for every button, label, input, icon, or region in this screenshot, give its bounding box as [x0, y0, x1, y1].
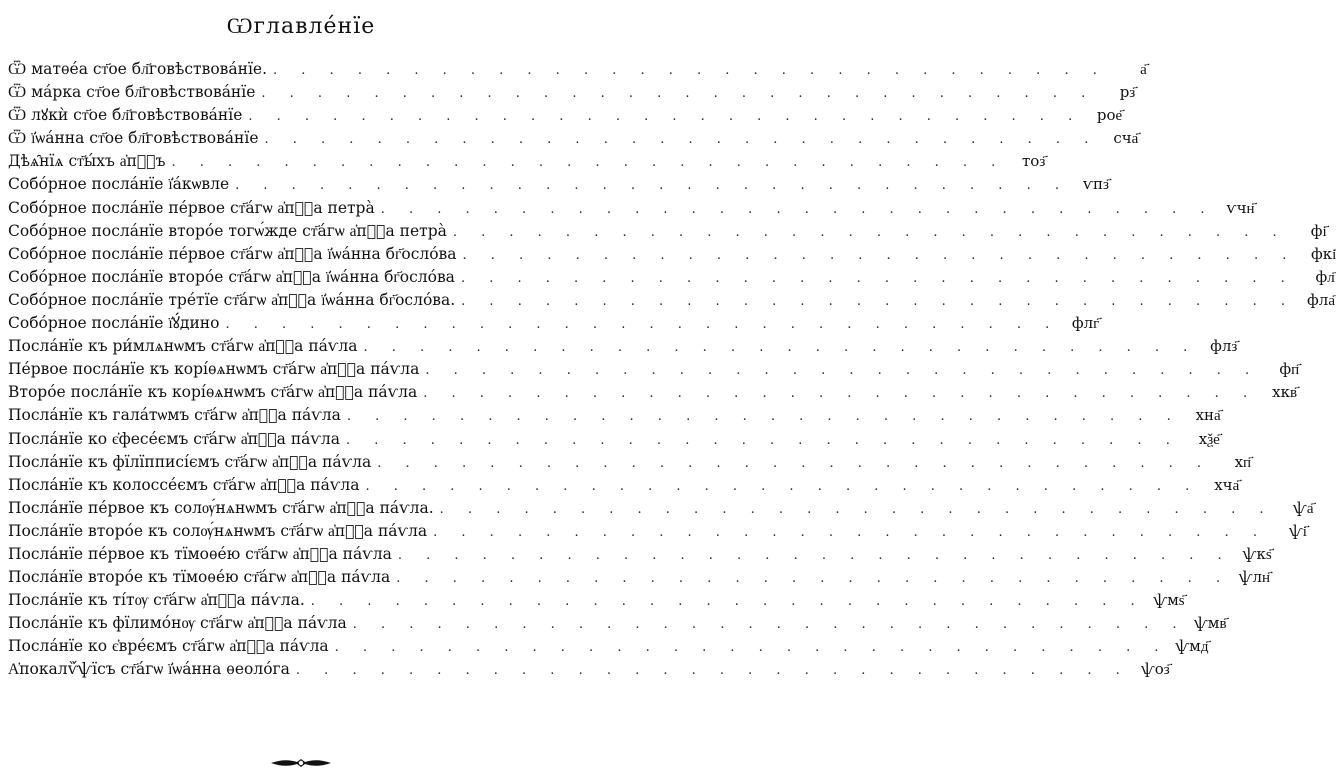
toc-entry-title: Ѿ ма́рка ст҃ое бл҃говѣствова́нїе	[8, 83, 256, 102]
toc-row	[8, 404, 1221, 427]
toc-entry-title: Ѿ лꙋкѝ ст҃ое бл҃говѣствова́нїе	[8, 106, 243, 125]
toc-entry-title: Посла́нїе второ́е къ тїмоѳе́ю ст҃а́гѡ а҆пⷧ҇а па́ѵла	[8, 568, 391, 587]
dot-leader: . . . . . . . . . . . . . . . . . . . . . . . . . . . . . .	[273, 63, 1107, 78]
toc-page-number: хна҃	[1195, 406, 1221, 425]
toc-row	[8, 428, 1220, 451]
toc-page-number: ѱоз҃	[1141, 660, 1170, 679]
toc-entry-title: Ѿ матѳе́а ст҃ое бл҃говѣствова́нїе.	[8, 60, 268, 78]
dot-leader: . . . . . . . . . . . . . . . . . . . . . . . . . . . . . .	[396, 571, 1231, 587]
toc-page-number: а҃	[1140, 60, 1147, 78]
toc-page-number: фл҃	[1315, 267, 1335, 286]
dot-leader: . . . . . . . . . . . . . . . . . . . . . . . . . . . . . .	[423, 386, 1258, 402]
dot-leader: . . . . . . . . . . . . . . . . . . . . . . . . . . . . . .	[264, 132, 1099, 148]
ornament-icon	[269, 756, 333, 770]
dot-leader: . . . . . . . . . . . . . . . . . . . . . . . . . . . . . .	[460, 270, 1295, 286]
toc-page-number: ѱкѕ҃	[1242, 544, 1272, 563]
toc-entry-title: Посла́нїе къ ті́тѹ ст҃а́гѡ а҆пⷧ҇а па́ѵла.	[8, 591, 305, 610]
dot-leader: . . . . . . . . . . . . . . . . . . . . . . . . . . . . . .	[235, 178, 1069, 194]
page-title: Ѡглавле́нїе	[226, 14, 376, 39]
toc-page-number: ѱі҃	[1289, 521, 1307, 540]
toc-page-number: рз҃	[1119, 83, 1136, 102]
toc-entry-title: Посла́нїе второ́е къ солѹ́нѧнѡмъ ст҃а́гѡ а҆пⷧ҇а па́ѵла	[8, 521, 428, 540]
dot-leader: . . . . . . . . . . . . . . . . . . . . . . . . . . . . . .	[346, 432, 1180, 448]
dot-leader: . . . . . . . . . . . . . . . . . . . . . . . . . . . . . .	[310, 594, 1145, 610]
dot-leader: . . . . . . . . . . . . . . . . . . . . . . . . . . . . . .	[171, 155, 1006, 171]
toc-page-number: фі҃	[1310, 221, 1327, 240]
toc-page-number: ѱмв҃	[1194, 614, 1227, 633]
dot-leader: . . . . . . . . . . . . . . . . . . . . . . . . . . . . . .	[425, 363, 1260, 379]
toc-entry-title: Посла́нїе пе́рвое къ солѹ́нѧнѡмъ ст҃а́гѡ а҆пⷧ҇а па́ѵла.	[8, 498, 434, 517]
dot-leader: . . . . . . . . . . . . . . . . . . . . . . . . . . . . . .	[397, 547, 1232, 563]
dot-leader: . . . . . . . . . . . . . . . . . . . . . . . . . . . . . .	[346, 409, 1181, 425]
toc-entry-title: Собо́рное посла́нїе ї҆а́кѡвле	[8, 175, 230, 194]
toc-row	[8, 474, 1240, 497]
toc-page-number: ѵпз҃	[1082, 175, 1109, 194]
toc-row	[8, 150, 1046, 173]
toc-entry-title: А҆покалѷ́ѱїсъ ст҃а́гѡ ї҆ѡа́нна ѳеоло́га	[8, 660, 290, 679]
dot-leader: . . . . . . . . . . . . . . . . . . . . . . . . . . . . . .	[439, 501, 1274, 517]
toc-row	[8, 381, 1298, 404]
toc-entry-title: Посла́нїе къ колоссе́ємъ ст҃а́гѡ а҆пⷧ҇а па́ѵла	[8, 475, 360, 494]
toc-page-number: ѱлн҃	[1238, 568, 1271, 587]
toc-row	[8, 104, 1123, 127]
table-of-contents	[8, 58, 1336, 682]
toc-page-number: хча҃	[1214, 475, 1240, 494]
toc-row	[8, 635, 1209, 658]
toc-page-number: хкв҃	[1272, 383, 1298, 402]
toc-page-number: флз҃	[1210, 337, 1238, 356]
toc-entry-title: Собо́рное посла́нїе ї҆ꙋ́дино	[8, 314, 220, 333]
dot-leader: . . . . . . . . . . . . . . . . . . . . . . . . . . . . . .	[433, 524, 1267, 540]
toc-page-number: рое҃	[1096, 106, 1123, 125]
toc-row	[8, 81, 1136, 104]
toc-entry-title: Посла́нїе пе́рвое къ тїмоѳе́ю ст҃а́гѡ а҆пⷧ҇а па́ѵла	[8, 544, 392, 563]
toc-page-number: фла҃	[1307, 290, 1335, 309]
toc-row	[8, 266, 1335, 289]
toc-entry-title: Посла́нїе ко є҆фесе́ємъ ст҃а́гѡ а҆пⷧ҇а па́ѵла	[8, 429, 341, 448]
toc-entry-title: Пе́рвое посла́нїе къ корі́ѳѧнѡмъ ст҃а́гѡ а҆пⷧ҇а па́ѵла	[8, 360, 420, 379]
toc-row	[8, 312, 1100, 335]
dot-leader: . . . . . . . . . . . . . . . . . . . . . . . . . . . . . .	[225, 317, 1060, 333]
toc-row	[8, 173, 1109, 196]
toc-row	[8, 543, 1272, 566]
toc-row	[8, 58, 1147, 81]
toc-row	[8, 197, 1255, 220]
dot-leader: . . . . . . . . . . . . . . . . . . . . . . . . . . . . . .	[365, 478, 1200, 494]
decorative-ornament	[0, 756, 602, 770]
toc-page-number: ѵчн҃	[1226, 198, 1255, 217]
dot-leader: . . . . . . . . . . . . . . . . . . . . . . . . . . . . . .	[352, 617, 1187, 633]
toc-page-number: ѱа҃	[1293, 498, 1314, 517]
toc-page-number: флг҃	[1071, 314, 1100, 333]
dot-leader: . . . . . . . . . . . . . . . . . . . . . . . . . . . . . .	[261, 86, 1096, 102]
dot-leader: . . . . . . . . . . . . . . . . . . . . . . . . . . . . . .	[452, 224, 1287, 240]
toc-entry-title: Собо́рное посла́нїе тре́тїе ст҃а́гѡ а҆пⷧ҇а ї҆ѡа́нна бг҃осло́ва.	[8, 290, 456, 309]
dot-leader: . . . . . . . . . . . . . . . . . . . . . . . . . . . . . .	[363, 340, 1198, 356]
toc-entry-title: Посла́нїе къ фїлимо́нѹ ст҃а́гѡ а҆пⷧ҇а па́ѵла	[8, 614, 347, 633]
dot-leader: . . . . . . . . . . . . . . . . . . . . . . . . . . . . . .	[462, 247, 1297, 263]
toc-row	[8, 520, 1307, 543]
dot-leader: . . . . . . . . . . . . . . . . . . . . . . . . . . . . . .	[295, 663, 1130, 679]
toc-page-number: сча҃	[1113, 129, 1139, 148]
toc-page-number: фп҃	[1279, 360, 1300, 379]
dot-leader: . . . . . . . . . . . . . . . . . . . . . . . . . . . . . .	[248, 109, 1083, 125]
toc-page-number: хѯе҃	[1198, 429, 1220, 448]
dot-leader: . . . . . . . . . . . . . . . . . . . . . . . . . . . . . .	[334, 640, 1169, 656]
toc-row	[8, 589, 1185, 612]
dot-leader: . . . . . . . . . . . . . . . . . . . . . . . . . . . . . .	[461, 293, 1295, 309]
toc-row	[8, 612, 1227, 635]
toc-page-number: ѱмд҃	[1175, 637, 1209, 656]
toc-entry-title: Ѿ ї҆ѡа́нна ст҃ое бл҃говѣствова́нїе	[8, 129, 259, 148]
toc-row	[8, 358, 1300, 381]
toc-row	[8, 335, 1238, 358]
toc-entry-title: Собо́рное посла́нїе пе́рвое ст҃а́гѡ а҆пⷧ҇а петра̀	[8, 198, 375, 217]
toc-entry-title: Собо́рное посла́нїе второ́е ст҃а́гѡ а҆пⷧ҇а ї҆ѡа́нна бг҃осло́ва	[8, 267, 455, 286]
dot-leader: . . . . . . . . . . . . . . . . . . . . . . . . . . . . . .	[380, 201, 1215, 217]
toc-row	[8, 127, 1139, 150]
toc-row	[8, 289, 1335, 312]
toc-row	[8, 220, 1327, 243]
toc-row	[8, 497, 1314, 520]
toc-page-number: ѱмѕ҃	[1153, 591, 1185, 610]
toc-entry-title: Собо́рное посла́нїе второ́е тогѡ́жде ст҃а́гѡ а҆пⷧ҇а петра̀	[8, 221, 447, 240]
toc-page-number: фкі҃	[1311, 244, 1336, 263]
toc-page-number: хп҃	[1234, 452, 1252, 471]
toc-entry-title: Второ́е посла́нїе къ корі́ѳѧнѡмъ ст҃а́гѡ а҆пⷧ҇а па́ѵла	[8, 383, 418, 402]
toc-row	[8, 658, 1170, 681]
toc-entry-title: Посла́нїе къ ри́млѧнѡмъ ст҃а́гѡ а҆пⷧ҇а па́ѵла	[8, 337, 358, 356]
toc-entry-title: Посла́нїе къ фїлїпписі́ємъ ст҃а́гѡ а҆пⷧ҇а па́ѵла	[8, 452, 372, 471]
toc-page-number: тоз҃	[1022, 152, 1046, 171]
toc-entry-title: Собо́рное посла́нїе пе́рвое ст҃а́гѡ а҆пⷧ҇а ї҆ѡа́нна бг҃осло́ва	[8, 244, 457, 263]
toc-row	[8, 566, 1271, 589]
toc-row	[8, 243, 1336, 266]
toc-entry-title: Дѣѧ̑нїѧ ст҃ы́хъ а҆пⷧ҇ъ	[8, 152, 166, 171]
toc-row	[8, 451, 1252, 474]
toc-entry-title: Посла́нїе ко є҆вре́ємъ ст҃а́гѡ а҆пⷧ҇а па́ѵла	[8, 637, 329, 656]
dot-leader: . . . . . . . . . . . . . . . . . . . . . . . . . . . . . .	[377, 455, 1212, 471]
toc-entry-title: Посла́нїе къ гала́тѡмъ ст҃а́гѡ а҆пⷧ҇а па́ѵла	[8, 406, 341, 425]
